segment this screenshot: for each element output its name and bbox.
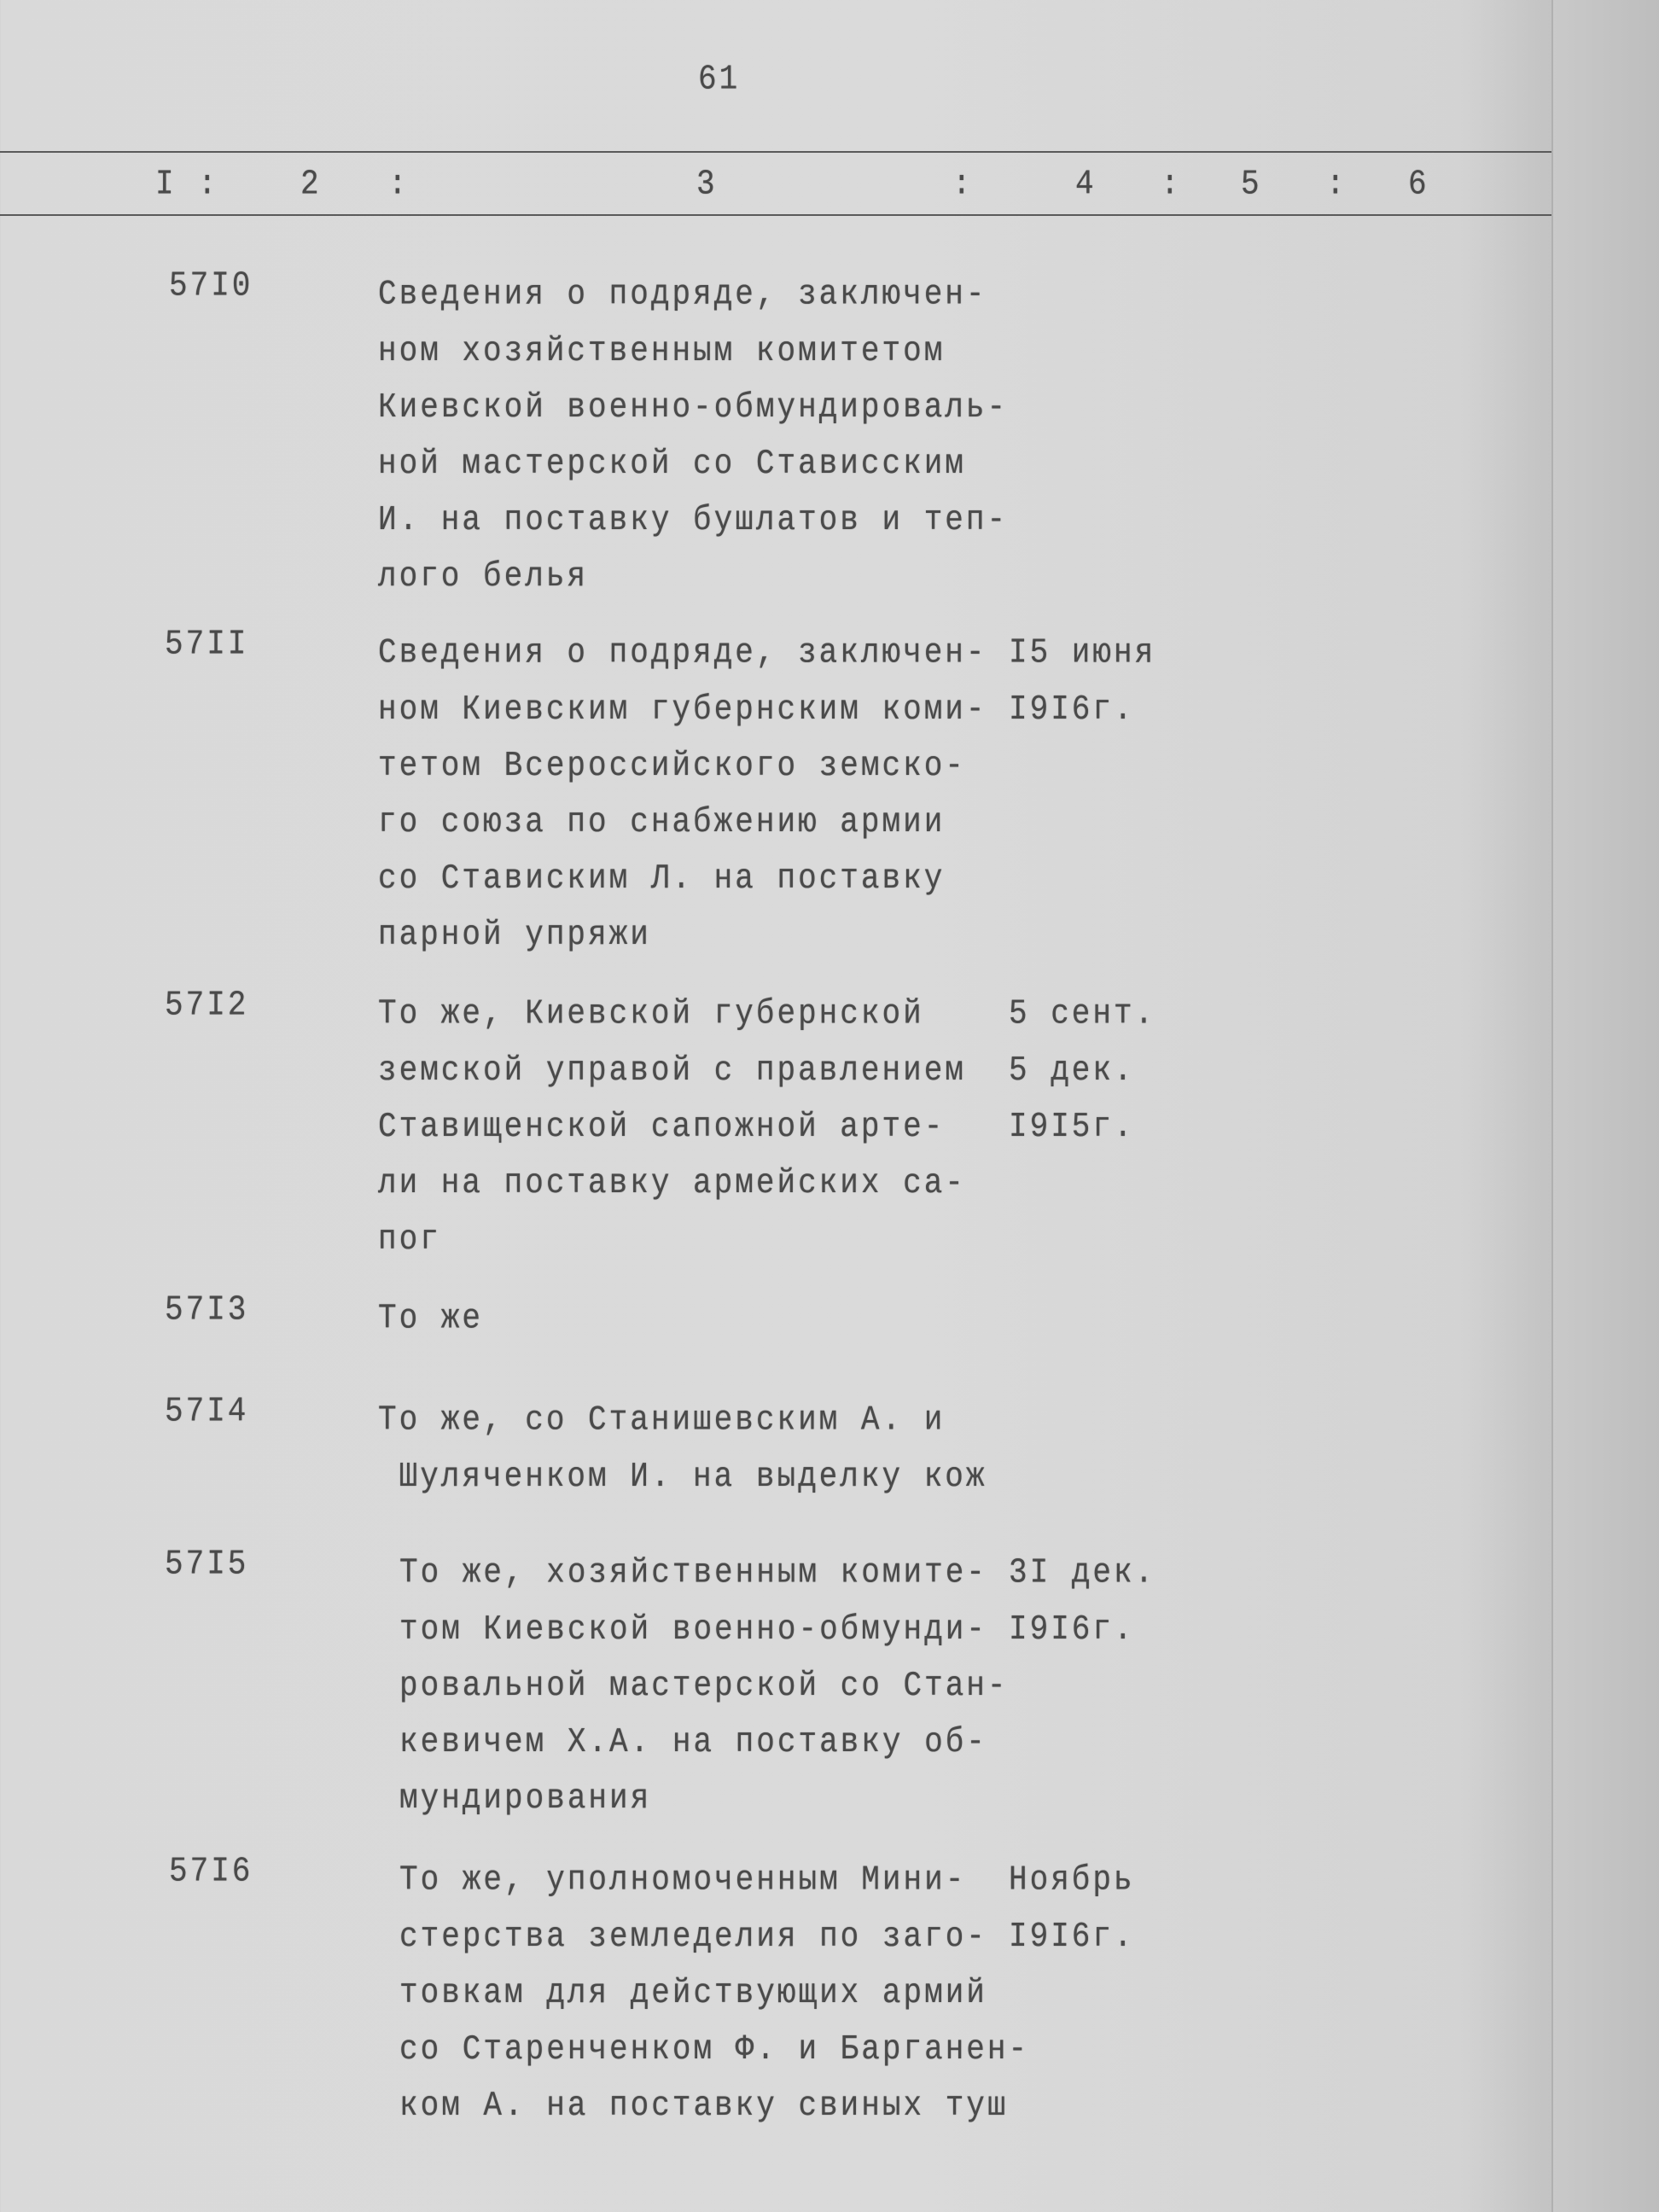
date-line: I5 июня — [1009, 633, 1156, 672]
entry-date — [1009, 625, 1155, 737]
description-line: Киевской военно-обмундироваль- — [378, 387, 1009, 428]
description-line: Сведения о подряде, заключен- — [378, 633, 987, 672]
description-line: мундирования — [399, 1778, 652, 1819]
date-line: 5 сент. — [1009, 994, 1156, 1033]
header-col-5: 5 — [1241, 165, 1262, 204]
header-separator: : — [388, 165, 410, 204]
date-line: I9I6г. — [1009, 690, 1135, 730]
description-line: го союза по снабжению армии — [378, 802, 946, 842]
description-line: И. на поставку бушлатов и теп- — [378, 500, 1009, 540]
entry-number: 57I3 — [165, 1290, 249, 1330]
paper-edge — [1551, 0, 1659, 2212]
header-separator: : — [1326, 165, 1348, 204]
entry-description — [378, 266, 1008, 604]
description-line: То же, хозяйственным комите- — [399, 1553, 987, 1592]
description-line: То же — [378, 1299, 484, 1338]
description-line: товкам для действующих армий — [399, 1973, 987, 2013]
header-col-2: 2 — [300, 165, 322, 204]
entry-number: 57I2 — [165, 986, 249, 1025]
description-line: То же, со Станишевским А. и — [378, 1400, 946, 1440]
header-separator: : — [952, 165, 974, 204]
date-line: 5 дек. — [1009, 1051, 1135, 1091]
description-line: ной мастерской со Стависским — [378, 444, 966, 484]
description-line: кевичем Х.А. на поставку об- — [399, 1722, 987, 1762]
date-line: Ноябрь — [1009, 1860, 1135, 1900]
date-line: I9I6г. — [1009, 1610, 1135, 1650]
description-line: пог — [378, 1220, 441, 1260]
date-line: 3I дек. — [1009, 1553, 1156, 1592]
entry-description — [378, 625, 987, 963]
entry-number: 57I5 — [165, 1545, 249, 1584]
description-line: со Стависким Л. на поставку — [378, 859, 946, 899]
description-line: земской управой с правлением — [378, 1051, 966, 1091]
header-separator: : — [198, 165, 219, 204]
description-line: Ставищенской сапожной арте- — [378, 1107, 946, 1147]
entry-description — [378, 1290, 483, 1347]
description-line: ком А. на поставку свиных туш — [399, 2086, 1009, 2126]
header-col-4: 4 — [1075, 165, 1097, 204]
header-col-6: 6 — [1408, 165, 1429, 204]
description-line: том Киевской военно-обмунди- — [399, 1610, 987, 1650]
description-line: со Старенченком Ф. и Барганен- — [399, 2029, 1030, 2069]
header-separator: : — [1161, 165, 1182, 204]
entry-date — [1009, 1545, 1155, 1657]
description-line: ровальной мастерской со Стан- — [399, 1666, 1009, 1706]
entry-description — [378, 986, 966, 1267]
description-line: парной упряжи — [378, 915, 651, 955]
header-col-3: 3 — [696, 165, 718, 204]
entry-date — [1009, 986, 1155, 1155]
entry-description — [378, 1392, 987, 1505]
header-bottom-rule — [0, 214, 1551, 216]
entry-description — [399, 1545, 1009, 1826]
entry-number: 57I4 — [165, 1392, 249, 1431]
description-line: стерства земледелия по заго- — [399, 1917, 987, 1957]
description-line: ном Киевским губернским коми- — [378, 690, 987, 730]
description-line: лого белья — [378, 556, 589, 597]
date-line: I9I6г. — [1009, 1917, 1135, 1957]
header-col-1: I — [155, 165, 177, 204]
description-line: ли на поставку армейских са- — [378, 1163, 966, 1203]
description-line: То же, Киевской губернской — [378, 994, 924, 1033]
description-line: тетом Всероссийского земско- — [378, 746, 966, 786]
entry-number: 57I6 — [169, 1852, 253, 1891]
date-line: I9I5г. — [1009, 1107, 1135, 1147]
description-line: То же, уполномоченным Мини- — [399, 1860, 967, 1900]
entry-date — [1009, 1852, 1135, 1965]
entry-number: 57I0 — [169, 266, 253, 306]
page-number: 61 — [698, 60, 741, 99]
description-line: Сведения о подряде, заключен- — [378, 275, 987, 314]
header-top-rule — [0, 151, 1551, 153]
description-line: ном хозяйственным комитетом — [378, 331, 946, 371]
description-line: Шуляченком И. на выделку кож — [378, 1457, 987, 1497]
entry-description — [399, 1852, 1029, 2133]
entry-number: 57II — [165, 625, 249, 664]
